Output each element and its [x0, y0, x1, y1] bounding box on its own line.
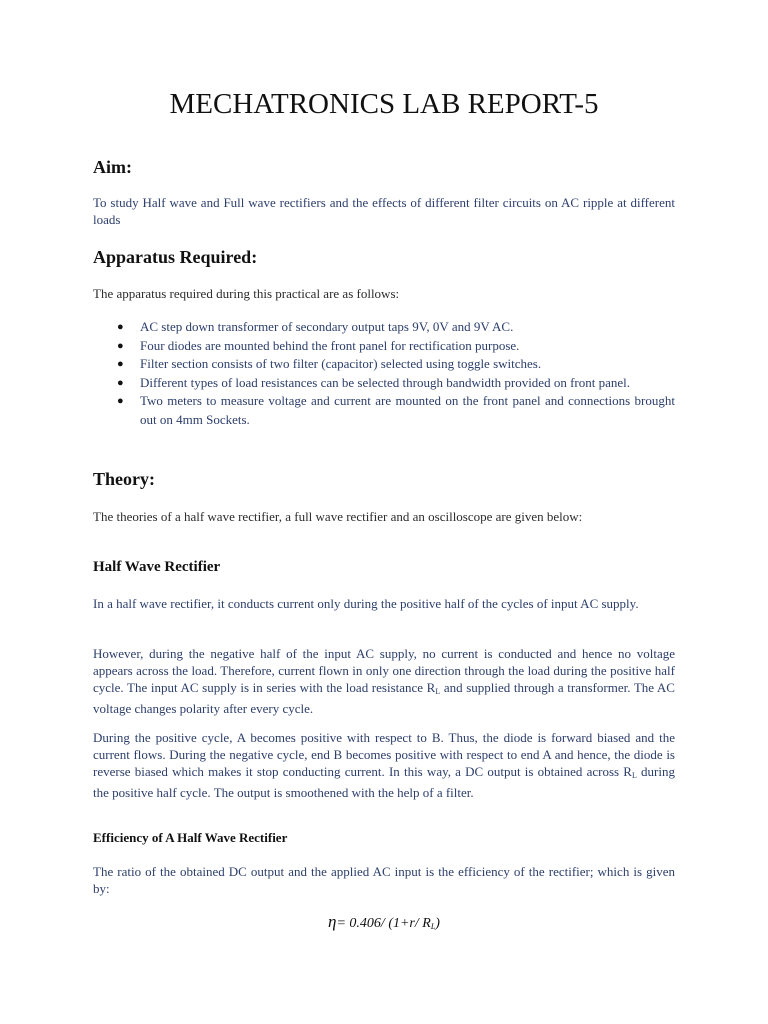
half-wave-paragraph-3: During the positive cycle, A becomes positive with respect to B. Thus, the diode is forward biased and the current flows. During the negative cycle, end B becomes positive with respect to end A and hence, the diode is reverse biased which makes it stop conducting current. In this way, a DC output is obtained across $R_L$ during the positive half cycle. The output is smoothened with the help of a filter. [93, 730, 675, 800]
efficiency-text: The ratio of the obtained DC output and the applied AC input is the efficiency of the rectifier; which is given by: [93, 864, 675, 896]
half-wave-paragraph-2: However, during the negative half of the input AC supply, no current is conducted and hence no voltage appears across the load. Therefore, current flown in only one direction through the load during the positive half cycle. The input AC supply is in series with the load resistance $R_L$ and supplied through a transformer. The AC voltage changes polarity after every cycle. [93, 646, 675, 716]
half-wave-heading: Half Wave Rectifier [93, 559, 221, 575]
list-item: ● Four diodes are mounted behind the front panel for rectification purpose. [93, 337, 675, 356]
efficiency-formula: η= 0.406/ (1+r/ $R_L$) [328, 912, 440, 931]
aim-heading: Aim: [93, 157, 132, 177]
half-wave-paragraph-1: In a half wave rectifier, it conducts current only during the positive half of the cycles of input AC supply. [93, 596, 639, 611]
apparatus-list [93, 318, 675, 429]
bullet-icon: ● [117, 376, 124, 389]
theory-intro: The theories of a half wave rectifier, a full wave rectifier and an oscilloscope are given below: [93, 509, 583, 524]
theory-heading: Theory: [93, 469, 155, 489]
list-item: ● Two meters to measure voltage and current are mounted on the front panel and connections brought out on 4mm Sockets. [117, 393, 675, 427]
bullet-icon: ● [117, 321, 124, 333]
aim-text: To study Half wave and Full wave rectifiers and the effects of different filter circuits on AC ripple at different loads [93, 195, 675, 227]
list-item: ● AC step down transformer of secondary output taps 9V, 0V and 9V AC. [93, 318, 675, 337]
list-item: ● Different types of load resistances can be selected through bandwidth provided on front panel. [93, 374, 675, 393]
apparatus-intro: The apparatus required during this practical are as follows: [93, 286, 400, 301]
apparatus-heading: Apparatus Required: [93, 247, 258, 267]
bullet-icon: ● [117, 358, 124, 370]
bullet-icon: ● [117, 339, 124, 352]
bullet-icon: ● [117, 395, 124, 407]
page-title: MECHATRONICS LAB REPORT-5 [169, 88, 599, 120]
efficiency-heading: Efficiency of A Half Wave Rectifier [93, 830, 288, 845]
list-item: ● Filter section consists of two filter (capacitor) selected using toggle switches. [93, 355, 675, 374]
